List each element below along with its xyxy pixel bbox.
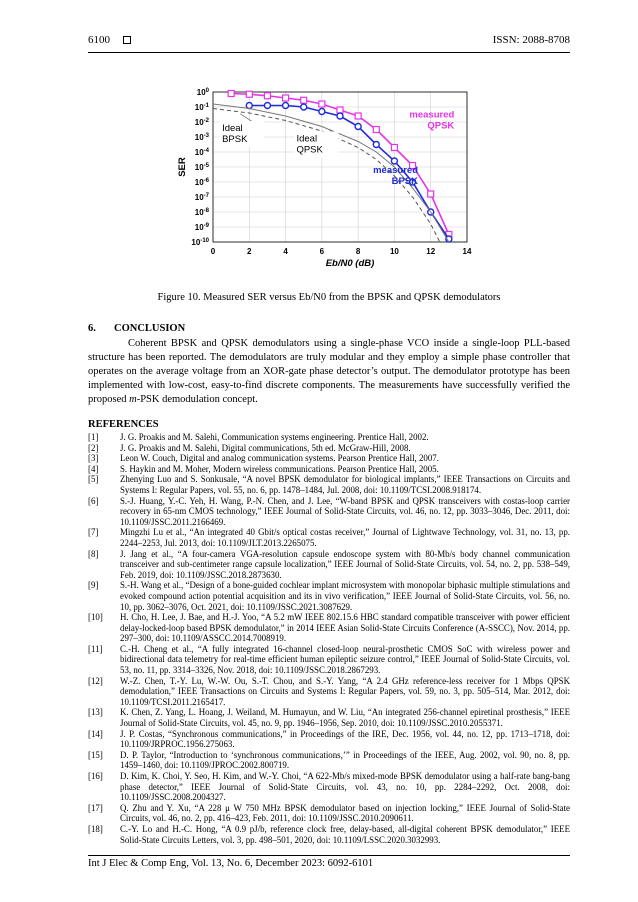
x-tick-label: 4 bbox=[283, 247, 288, 256]
reference-item bbox=[88, 824, 570, 845]
figure-10 bbox=[175, 86, 485, 268]
annotation-label: QPSK bbox=[427, 120, 455, 132]
reference-text: H. Cho, H. Lee, J. Bae, and H.-J. Yoo, “A 5.2 mW IEEE 802.15.6 HBC standard compatible transceiver with power efficient delay-locked-loop based BPSK demodulator,” in 2014 IEEE Asian Solid-State Circuits Conference (A-SSCC), Nov. 2014, pp. 297–300, doi: 10.1109/ASSCC.2014.7008919. bbox=[120, 612, 570, 644]
data-point bbox=[355, 124, 361, 130]
reference-number: [7] bbox=[88, 527, 99, 538]
reference-item bbox=[88, 676, 570, 708]
y-tick-label: $10^{-10}$ bbox=[191, 238, 209, 247]
x-tick-label: 6 bbox=[319, 247, 325, 256]
reference-item bbox=[88, 707, 570, 728]
reference-number: [9] bbox=[88, 580, 99, 591]
reference-item bbox=[88, 549, 570, 581]
y-tick-label: $10^0$ bbox=[196, 88, 209, 97]
annotation-label: measured bbox=[409, 109, 455, 121]
footer-rule bbox=[88, 855, 570, 856]
section-number: 6. bbox=[88, 323, 96, 334]
data-point bbox=[391, 145, 397, 151]
annotation-label: measured bbox=[373, 165, 419, 176]
reference-item bbox=[88, 612, 570, 644]
reference-item bbox=[88, 432, 570, 443]
reference-number: [4] bbox=[88, 463, 99, 474]
annotation-label: BPSK bbox=[222, 134, 248, 145]
x-tick-label: 12 bbox=[426, 247, 436, 256]
x-tick-label: 0 bbox=[210, 247, 216, 256]
reference-number: [11] bbox=[88, 643, 103, 654]
reference-text: W.-Z. Chen, T.-Y. Lu, W.-W. Ou, S.-T. Chou, and S.-Y. Yang, “A 2.4 GHz reference-less receiver for 1 Mbps QPSK demodulation,” IEEE Transactions on Circuits and Systems I: Regular Papers, vol. 59, no. 3, pp. 505–514, Mar. 2012, doi: 10.1109/TCSI.2011.2165417. bbox=[120, 675, 570, 707]
reference-text: Zhenying Luo and S. Sonkusale, “A novel BPSK demodulator for biological implants,” IEEE Transactions on Circuits and Systems I: Regular Papers, vol. 55, no. 6, pp. 1478–1484, Jul. 2008, doi: 10.1109/TCSI.2008.918174. bbox=[120, 474, 570, 495]
reference-item bbox=[88, 750, 570, 771]
y-tick-label: $10^{-4}$ bbox=[194, 148, 209, 157]
figure-caption: Figure 10. Measured SER versus Eb/N0 from the BPSK and QPSK demodulators bbox=[157, 292, 501, 303]
x-tick-label: 14 bbox=[462, 247, 472, 256]
reference-number: [10] bbox=[88, 612, 103, 623]
reference-text: Q. Zhu and Y. Xu, “A 228 μ W 750 MHz BPSK demodulator based on injection locking,” IEEE Journal of Solid-State Circuits, vol. 46, no. 2, pp. 416–423, Feb. 2011, doi: 10.1109/JSSC.2010.2090611. bbox=[120, 802, 570, 824]
reference-item bbox=[88, 580, 570, 612]
data-point bbox=[373, 127, 379, 133]
reference-number: [8] bbox=[88, 548, 99, 559]
conclusion-paragraph bbox=[88, 337, 570, 407]
data-point bbox=[246, 91, 252, 97]
reference-number: [12] bbox=[88, 675, 103, 686]
reference-number: [3] bbox=[88, 453, 99, 464]
page-header bbox=[88, 34, 570, 50]
reference-number: [6] bbox=[88, 495, 99, 506]
annotation-label: Ideal bbox=[296, 133, 318, 145]
annotation-leader bbox=[240, 114, 253, 122]
references-heading: REFERENCES bbox=[88, 419, 159, 430]
reference-item bbox=[88, 803, 570, 824]
x-tick-label: 8 bbox=[355, 247, 361, 256]
y-tick-label: $10^{-6}$ bbox=[194, 178, 209, 187]
annotation-label: QPSK bbox=[296, 144, 323, 156]
y-tick-label: $10^{-9}$ bbox=[194, 223, 209, 232]
reference-item bbox=[88, 443, 570, 454]
data-point bbox=[337, 107, 343, 113]
data-point bbox=[246, 103, 252, 109]
y-tick-label: $10^{-8}$ bbox=[194, 208, 209, 217]
annotation-label: Ideal bbox=[222, 123, 243, 134]
data-point bbox=[228, 91, 234, 97]
reference-text: S. Haykin and M. Moher, Modern wireless communications. Pearson Prentice Hall, 2005. bbox=[120, 463, 439, 474]
data-point bbox=[355, 113, 361, 119]
data-point bbox=[301, 97, 307, 103]
reference-text: K. Chen, Z. Yang, L. Hoang, J. Weiland, M. Humayun, and W. Liu, “An integrated 256-channel epiretinal prosthesis,” IEEE Journal of Solid-State Circuits, vol. 45, no. 9, pp. 1946–1956, Sep. 2010, doi: 10.1109/JSSC.2010.2055371. bbox=[120, 707, 570, 729]
reference-item bbox=[88, 496, 570, 528]
reference-number: [1] bbox=[88, 432, 99, 442]
data-point bbox=[337, 113, 343, 119]
y-axis-label: SER bbox=[177, 157, 188, 177]
reference-text: Mingzhi Lu et al., “An integrated 40 Gbit/s optical costas receiver,” Journal of Lightwave Technology, vol. 31, no. 13, pp. 2244–2253, Jul. 2013, doi: 10.1109/JLT.2013.2265075. bbox=[120, 527, 570, 548]
annotation-label: BPSK bbox=[391, 176, 419, 187]
data-point bbox=[283, 95, 289, 101]
reference-text: D. P. Taylor, “Introduction to ‘synchronous communications,’” in Proceedings of the IEEE, Aug. 2002, vol. 90, no. 8, pp. 1459–1460, doi: 10.1109/JPROC.2002.800719. bbox=[120, 749, 570, 771]
reference-item bbox=[88, 644, 570, 676]
section-heading bbox=[88, 323, 570, 334]
reference-item bbox=[88, 453, 570, 464]
reference-number: [15] bbox=[88, 749, 103, 760]
data-point bbox=[428, 191, 434, 197]
ser-chart bbox=[175, 86, 485, 268]
page-number: 6100 bbox=[88, 34, 110, 46]
issn: ISSN: 2088-8708 bbox=[492, 34, 570, 46]
reference-number: [17] bbox=[88, 802, 103, 813]
y-tick-label: $10^{-5}$ bbox=[194, 163, 209, 172]
reference-number: [14] bbox=[88, 728, 103, 739]
data-point bbox=[301, 104, 307, 110]
reference-number: [13] bbox=[88, 707, 103, 718]
reference-item bbox=[88, 527, 570, 548]
reference-number: [18] bbox=[88, 823, 103, 834]
reference-text: J. G. Proakis and M. Salehi, Communication systems engineering. Prentice Hall, 2002. bbox=[120, 432, 429, 442]
reference-text: C.-H. Cheng et al., “A fully integrated 16-channel closed-loop neural-prosthetic CMOS SoC with wireless power and bidirectional data telemetry for real-time efficient human epileptic seizure control,” IEEE Journal of Solid-State Circuits, vol. 53, no. 11, pp. 3314–3326, Nov. 2018, doi: 10.1109/JSSC.2018.2867293. bbox=[120, 643, 570, 676]
reference-text: J. Jang et al., “A four-camera VGA-resolution capsule endoscope system with 80-Mb/s body channel communication transceiver and sub-centimeter range capsule localization,” IEEE Journal of Solid-State Circuits, vol. 54, no. 2, pp. 538–549, Feb. 2019, doi: 10.1109/JSSC.2018.2873630. bbox=[120, 548, 570, 580]
reference-item bbox=[88, 474, 570, 495]
reference-number: [2] bbox=[88, 442, 99, 453]
checkbox-glyph-icon bbox=[123, 36, 131, 44]
x-tick-label: 10 bbox=[389, 247, 399, 256]
reference-text: C.-Y. Lo and H.-C. Hong, “A 0.9 pJ/b, reference clock free, delay-based, all-digital coherent BPSK demodulator,” IEEE Solid-State Circuits Letters, vol. 3, pp. 498–501, 2020, doi: 10.1109/LSSC.2020.3032993. bbox=[120, 823, 570, 845]
reference-item bbox=[88, 771, 570, 803]
x-tick-label: 2 bbox=[247, 247, 252, 256]
reference-number: [16] bbox=[88, 771, 103, 781]
data-point bbox=[373, 142, 379, 148]
references-list bbox=[88, 432, 570, 845]
x-axis-label: Eb/N0 (dB) bbox=[325, 258, 375, 268]
data-point bbox=[319, 109, 325, 115]
conclusion-text: Coherent BPSK and QPSK demodulators using a single-phase VCO inside a single-loop PLL-based structure has been reported. The demodulators are truly modular and they employ a simple phase controller that operates on the average voltage from an XOR-gate phase detector’s output. The demodulator prototype has been implemented with low-cost, easy-to-find discrete components. The measurements have successfully verified the proposed m-PSK demodulation concept. bbox=[88, 338, 570, 405]
reference-text: Leon W. Couch, Digital and analog communication systems. Pearson Prentice Hall, 2007. bbox=[120, 453, 439, 464]
reference-number: [5] bbox=[88, 474, 99, 485]
reference-text: D. Kim, K. Choi, Y. Seo, H. Kim, and W.-Y. Choi, “A 622-Mb/s mixed-mode BPSK demodulator using a half-rate bang-bang phase detector,” IEEE Journal of Solid-State Circuits, vol. 43, no. 10, pp. 2284–2292, Oct. 2008, doi: 10.1109/JSSC.2008.2004327. bbox=[120, 771, 570, 803]
reference-item bbox=[88, 729, 570, 750]
footer-text: Int J Elec & Comp Eng, Vol. 13, No. 6, December 2023: 6092-6101 bbox=[88, 858, 374, 869]
data-point bbox=[264, 93, 270, 99]
y-tick-label: $10^{-7}$ bbox=[194, 193, 209, 202]
reference-text: S.-J. Huang, Y.-C. Yeh, H. Wang, P.-N. Chen, and J. Lee, “W-band BPSK and QPSK transceivers with costas-loop carrier recovery in 65-nm CMOS technology,” IEEE Journal of Solid-State Circuits, vol. 46, no. 12, pp. 3033–3046, Dec. 2011, doi: 10.1109/JSSC.2011.2166469. bbox=[120, 495, 570, 527]
data-point bbox=[283, 103, 289, 109]
reference-text: S.-H. Wang et al., “Design of a bone-guided cochlear implant microsystem with monopolar biphasic multiple stimulations and evoked compound action potential acquisition and its in vivo verification,” IEEE Journal of Solid-State Circuits, vol. 56, no. 10, pp. 3062–3076, Oct. 2021, doi: 10.1109/JSSC.2021.3087629. bbox=[120, 580, 570, 612]
section-title: CONCLUSION bbox=[114, 323, 186, 334]
data-point bbox=[319, 101, 325, 107]
series-line bbox=[249, 106, 449, 240]
y-tick-label: $10^{-3}$ bbox=[194, 133, 209, 142]
data-point bbox=[391, 158, 397, 164]
data-point bbox=[264, 103, 270, 109]
reference-text: J. P. Costas, “Synchronous communications,” in Proceedings of the IRE, Dec. 1956, vol. 44, no. 12, pp. 1713–1718, doi: 10.1109/JRPROC.1956.275063. bbox=[120, 728, 570, 750]
reference-item bbox=[88, 464, 570, 475]
y-tick-label: $10^{-2}$ bbox=[194, 118, 209, 127]
header-rule bbox=[88, 52, 570, 53]
reference-text: J. G. Proakis and M. Salehi, Digital communications, 5th ed. McGraw-Hill, 2008. bbox=[120, 442, 411, 453]
y-tick-label: $10^{-1}$ bbox=[194, 103, 209, 112]
